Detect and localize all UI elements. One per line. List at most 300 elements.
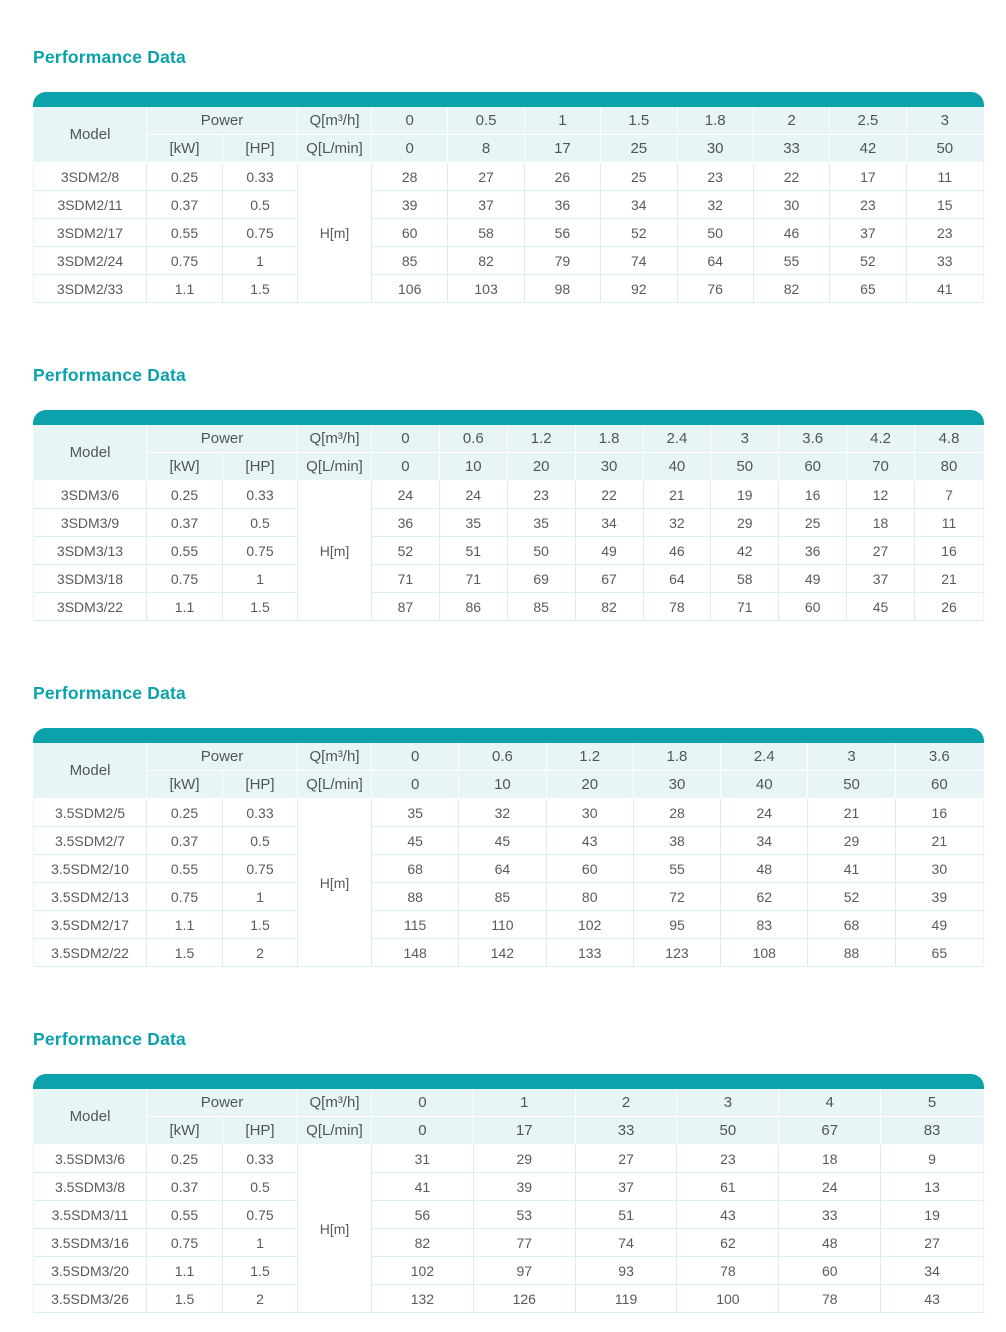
power-hp-cell: 0.5 (223, 509, 298, 537)
flow-lmin-value: 30 (634, 771, 721, 799)
head-value-cell: 53 (474, 1201, 576, 1229)
flow-lmin-value: 30 (576, 453, 644, 481)
flow-lmin-value: 33 (576, 1117, 678, 1145)
flow-lmin-value: 30 (678, 135, 754, 163)
hp-header: [HP] (223, 453, 298, 481)
model-cell: 3SDM2/17 (34, 219, 147, 247)
performance-table-wrap (33, 410, 984, 621)
head-value-cell: 62 (677, 1229, 779, 1257)
flow-m3h-value: 0.6 (440, 425, 508, 453)
model-cell: 3.5SDM2/17 (34, 911, 147, 939)
head-value-cell: 61 (677, 1173, 779, 1201)
table-accent-bar (33, 92, 984, 107)
power-hp-cell: 0.5 (223, 191, 298, 219)
power-hp-cell: 2 (223, 939, 298, 967)
head-value-cell: 16 (896, 799, 983, 827)
head-value-cell: 42 (711, 537, 779, 565)
flow-m3h-value: 1.8 (678, 107, 754, 135)
head-value-cell: 34 (881, 1257, 983, 1285)
flow-m3h-label: Q[m³/h] (298, 1089, 372, 1117)
kw-header: [kW] (147, 1117, 223, 1145)
flow-lmin-value: 33 (754, 135, 830, 163)
head-value-cell: 68 (372, 855, 459, 883)
flow-lmin-value: 83 (881, 1117, 983, 1145)
head-value-cell: 11 (915, 509, 983, 537)
head-value-cell: 49 (896, 911, 983, 939)
head-value-cell: 23 (678, 163, 754, 191)
flow-lmin-value: 67 (779, 1117, 881, 1145)
power-hp-cell: 2 (223, 1285, 298, 1313)
head-value-cell: 35 (508, 509, 576, 537)
flow-lmin-value: 0 (372, 135, 448, 163)
head-unit-cell: H[m] (298, 799, 372, 967)
head-value-cell: 48 (779, 1229, 881, 1257)
table-row (34, 1257, 983, 1285)
header-row-flow-m3h (34, 425, 983, 453)
head-value-cell: 82 (448, 247, 524, 275)
flow-lmin-label: Q[L/min] (298, 453, 372, 481)
head-value-cell: 35 (372, 799, 459, 827)
head-value-cell: 34 (601, 191, 677, 219)
head-value-cell: 78 (779, 1285, 881, 1313)
head-value-cell: 83 (721, 911, 808, 939)
table-row (34, 481, 983, 509)
power-header: Power (147, 425, 298, 453)
head-value-cell: 76 (678, 275, 754, 303)
flow-lmin-value: 50 (808, 771, 895, 799)
head-value-cell: 22 (576, 481, 644, 509)
head-value-cell: 39 (372, 191, 448, 219)
head-value-cell: 86 (440, 593, 508, 621)
head-value-cell: 95 (634, 911, 721, 939)
model-cell: 3.5SDM2/10 (34, 855, 147, 883)
head-value-cell: 69 (508, 565, 576, 593)
section-title: Performance Data (33, 365, 186, 385)
head-value-cell: 15 (907, 191, 983, 219)
flow-m3h-value: 2.4 (644, 425, 712, 453)
head-value-cell: 21 (644, 481, 712, 509)
head-value-cell: 19 (711, 481, 779, 509)
head-value-cell: 58 (711, 565, 779, 593)
performance-table-wrap (33, 728, 984, 967)
head-value-cell: 52 (372, 537, 440, 565)
table-row (34, 509, 983, 537)
header-row-flow-m3h (34, 107, 983, 135)
head-value-cell: 62 (721, 883, 808, 911)
model-cell: 3.5SDM3/26 (34, 1285, 147, 1313)
head-value-cell: 18 (847, 509, 915, 537)
performance-table (33, 1089, 984, 1313)
power-hp-cell: 0.75 (223, 855, 298, 883)
header-row-flow-lmin (34, 771, 983, 799)
table-row (34, 537, 983, 565)
table-row (34, 1285, 983, 1313)
power-hp-cell: 0.33 (223, 1145, 298, 1173)
flow-lmin-value: 40 (644, 453, 712, 481)
head-value-cell: 49 (576, 537, 644, 565)
table-row (34, 1229, 983, 1257)
head-value-cell: 30 (754, 191, 830, 219)
flow-lmin-value: 80 (915, 453, 983, 481)
head-value-cell: 37 (448, 191, 524, 219)
head-value-cell: 11 (907, 163, 983, 191)
model-cell: 3.5SDM3/8 (34, 1173, 147, 1201)
model-cell: 3SDM2/33 (34, 275, 147, 303)
flow-m3h-value: 4 (779, 1089, 881, 1117)
power-kw-cell: 1.5 (147, 939, 223, 967)
head-value-cell: 46 (754, 219, 830, 247)
section-title: Performance Data (33, 683, 186, 703)
head-value-cell: 65 (830, 275, 906, 303)
head-value-cell: 29 (711, 509, 779, 537)
head-value-cell: 32 (678, 191, 754, 219)
head-value-cell: 34 (721, 827, 808, 855)
head-value-cell: 88 (372, 883, 459, 911)
flow-lmin-value: 42 (830, 135, 906, 163)
head-value-cell: 106 (372, 275, 448, 303)
power-hp-cell: 0.75 (223, 219, 298, 247)
head-value-cell: 119 (576, 1285, 678, 1313)
head-value-cell: 34 (576, 509, 644, 537)
power-kw-cell: 0.25 (147, 1145, 223, 1173)
kw-header: [kW] (147, 771, 223, 799)
head-value-cell: 43 (547, 827, 634, 855)
head-value-cell: 60 (779, 1257, 881, 1285)
head-value-cell: 67 (576, 565, 644, 593)
head-value-cell: 108 (721, 939, 808, 967)
head-value-cell: 23 (508, 481, 576, 509)
power-header: Power (147, 743, 298, 771)
power-hp-cell: 0.5 (223, 827, 298, 855)
head-value-cell: 18 (779, 1145, 881, 1173)
head-value-cell: 12 (847, 481, 915, 509)
power-hp-cell: 0.33 (223, 799, 298, 827)
flow-m3h-value: 0 (372, 425, 440, 453)
power-hp-cell: 0.5 (223, 1173, 298, 1201)
header-row-flow-lmin (34, 1117, 983, 1145)
flow-m3h-value: 3 (677, 1089, 779, 1117)
head-value-cell: 7 (915, 481, 983, 509)
head-value-cell: 56 (525, 219, 601, 247)
power-hp-cell: 1.5 (223, 275, 298, 303)
head-value-cell: 52 (601, 219, 677, 247)
head-value-cell: 64 (678, 247, 754, 275)
table-row (34, 855, 983, 883)
head-value-cell: 51 (440, 537, 508, 565)
head-value-cell: 82 (576, 593, 644, 621)
performance-table (33, 425, 984, 621)
power-kw-cell: 1.1 (147, 1257, 223, 1285)
table-accent-bar (33, 728, 984, 743)
power-kw-cell: 0.25 (147, 799, 223, 827)
power-header: Power (147, 107, 298, 135)
model-cell: 3SDM3/6 (34, 481, 147, 509)
head-unit-cell: H[m] (298, 1145, 372, 1313)
head-value-cell: 21 (915, 565, 983, 593)
head-value-cell: 55 (634, 855, 721, 883)
flow-m3h-value: 3 (808, 743, 895, 771)
flow-m3h-value: 1.5 (601, 107, 677, 135)
flow-lmin-value: 10 (440, 453, 508, 481)
flow-m3h-label: Q[m³/h] (298, 743, 372, 771)
model-header: Model (34, 425, 147, 481)
head-value-cell: 46 (644, 537, 712, 565)
head-value-cell: 68 (808, 911, 895, 939)
head-value-cell: 103 (448, 275, 524, 303)
head-value-cell: 133 (547, 939, 634, 967)
head-value-cell: 36 (525, 191, 601, 219)
power-hp-cell: 1.5 (223, 1257, 298, 1285)
head-value-cell: 29 (474, 1145, 576, 1173)
head-value-cell: 31 (372, 1145, 474, 1173)
kw-header: [kW] (147, 135, 223, 163)
performance-table-wrap (33, 1074, 984, 1313)
head-value-cell: 16 (915, 537, 983, 565)
flow-lmin-label: Q[L/min] (298, 135, 372, 163)
head-value-cell: 60 (779, 593, 847, 621)
model-cell: 3SDM2/11 (34, 191, 147, 219)
head-value-cell: 24 (721, 799, 808, 827)
head-value-cell: 37 (576, 1173, 678, 1201)
header-row-flow-m3h (34, 1089, 983, 1117)
head-value-cell: 85 (459, 883, 546, 911)
head-value-cell: 45 (459, 827, 546, 855)
power-kw-cell: 0.37 (147, 509, 223, 537)
flow-lmin-label: Q[L/min] (298, 1117, 372, 1145)
head-value-cell: 19 (881, 1201, 983, 1229)
flow-lmin-value: 17 (525, 135, 601, 163)
flow-m3h-value: 1.2 (508, 425, 576, 453)
flow-m3h-value: 2.4 (721, 743, 808, 771)
model-header: Model (34, 743, 147, 799)
power-kw-cell: 1.1 (147, 593, 223, 621)
head-value-cell: 39 (896, 883, 983, 911)
kw-header: [kW] (147, 453, 223, 481)
flow-m3h-label: Q[m³/h] (298, 107, 372, 135)
table-row (34, 191, 983, 219)
head-value-cell: 78 (677, 1257, 779, 1285)
head-value-cell: 97 (474, 1257, 576, 1285)
flow-lmin-value: 10 (459, 771, 546, 799)
model-cell: 3.5SDM3/16 (34, 1229, 147, 1257)
table-row (34, 827, 983, 855)
model-cell: 3.5SDM3/6 (34, 1145, 147, 1173)
head-value-cell: 24 (372, 481, 440, 509)
head-value-cell: 24 (440, 481, 508, 509)
head-value-cell: 39 (474, 1173, 576, 1201)
head-value-cell: 148 (372, 939, 459, 967)
head-value-cell: 98 (525, 275, 601, 303)
head-value-cell: 126 (474, 1285, 576, 1313)
power-hp-cell: 1.5 (223, 911, 298, 939)
head-value-cell: 49 (779, 565, 847, 593)
head-value-cell: 41 (907, 275, 983, 303)
flow-m3h-value: 0 (372, 107, 448, 135)
power-hp-cell: 1 (223, 1229, 298, 1257)
head-value-cell: 74 (601, 247, 677, 275)
head-value-cell: 74 (576, 1229, 678, 1257)
power-kw-cell: 0.55 (147, 537, 223, 565)
model-cell: 3.5SDM2/7 (34, 827, 147, 855)
performance-table (33, 743, 984, 967)
head-value-cell: 50 (508, 537, 576, 565)
head-value-cell: 56 (372, 1201, 474, 1229)
head-value-cell: 79 (525, 247, 601, 275)
head-value-cell: 45 (847, 593, 915, 621)
head-value-cell: 65 (896, 939, 983, 967)
power-header: Power (147, 1089, 298, 1117)
head-value-cell: 27 (847, 537, 915, 565)
flow-lmin-value: 60 (779, 453, 847, 481)
head-value-cell: 35 (440, 509, 508, 537)
head-value-cell: 85 (508, 593, 576, 621)
head-value-cell: 110 (459, 911, 546, 939)
flow-m3h-value: 2.5 (830, 107, 906, 135)
flow-lmin-value: 40 (721, 771, 808, 799)
power-kw-cell: 0.37 (147, 827, 223, 855)
model-cell: 3SDM2/8 (34, 163, 147, 191)
section-title: Performance Data (33, 1029, 186, 1049)
power-hp-cell: 0.33 (223, 481, 298, 509)
header-row-flow-lmin (34, 453, 983, 481)
power-hp-cell: 0.75 (223, 1201, 298, 1229)
flow-lmin-value: 17 (474, 1117, 576, 1145)
head-value-cell: 23 (830, 191, 906, 219)
head-value-cell: 87 (372, 593, 440, 621)
head-value-cell: 26 (525, 163, 601, 191)
flow-m3h-value: 3.6 (896, 743, 983, 771)
head-value-cell: 50 (678, 219, 754, 247)
power-kw-cell: 1.5 (147, 1285, 223, 1313)
power-kw-cell: 0.75 (147, 883, 223, 911)
flow-m3h-value: 2 (576, 1089, 678, 1117)
flow-m3h-label: Q[m³/h] (298, 425, 372, 453)
head-value-cell: 52 (830, 247, 906, 275)
table-row (34, 911, 983, 939)
table-row (34, 939, 983, 967)
flow-m3h-value: 0.6 (459, 743, 546, 771)
flow-lmin-value: 0 (372, 453, 440, 481)
flow-m3h-value: 1.2 (547, 743, 634, 771)
head-value-cell: 80 (547, 883, 634, 911)
head-value-cell: 16 (779, 481, 847, 509)
performance-section-4 (33, 1029, 984, 1313)
performance-section-2 (33, 365, 984, 621)
table-row (34, 799, 983, 827)
flow-m3h-value: 2 (754, 107, 830, 135)
head-value-cell: 58 (448, 219, 524, 247)
flow-lmin-value: 20 (508, 453, 576, 481)
model-cell: 3.5SDM3/20 (34, 1257, 147, 1285)
flow-m3h-value: 3 (711, 425, 779, 453)
head-value-cell: 37 (847, 565, 915, 593)
table-accent-bar (33, 410, 984, 425)
model-cell: 3.5SDM3/11 (34, 1201, 147, 1229)
head-value-cell: 64 (459, 855, 546, 883)
table-row (34, 219, 983, 247)
head-value-cell: 102 (547, 911, 634, 939)
head-value-cell: 21 (808, 799, 895, 827)
head-value-cell: 21 (896, 827, 983, 855)
model-cell: 3SDM3/18 (34, 565, 147, 593)
head-value-cell: 60 (547, 855, 634, 883)
head-value-cell: 28 (634, 799, 721, 827)
head-value-cell: 64 (644, 565, 712, 593)
flow-lmin-value: 0 (372, 1117, 474, 1145)
table-row (34, 593, 983, 621)
head-value-cell: 36 (372, 509, 440, 537)
model-cell: 3SDM3/13 (34, 537, 147, 565)
power-kw-cell: 0.25 (147, 481, 223, 509)
flow-lmin-value: 70 (847, 453, 915, 481)
model-header: Model (34, 1089, 147, 1145)
model-cell: 3SDM2/24 (34, 247, 147, 275)
header-row-flow-lmin (34, 135, 983, 163)
head-value-cell: 32 (459, 799, 546, 827)
head-value-cell: 71 (711, 593, 779, 621)
performance-section-3 (33, 683, 984, 967)
head-value-cell: 27 (881, 1229, 983, 1257)
flow-lmin-value: 50 (677, 1117, 779, 1145)
flow-m3h-value: 0 (372, 743, 459, 771)
table-row (34, 1201, 983, 1229)
power-hp-cell: 0.75 (223, 537, 298, 565)
table-row (34, 1145, 983, 1173)
head-value-cell: 33 (779, 1201, 881, 1229)
head-value-cell: 27 (576, 1145, 678, 1173)
flow-m3h-value: 0 (372, 1089, 474, 1117)
head-unit-cell: H[m] (298, 481, 372, 621)
table-row (34, 163, 983, 191)
head-value-cell: 38 (634, 827, 721, 855)
head-value-cell: 52 (808, 883, 895, 911)
table-row (34, 883, 983, 911)
head-value-cell: 82 (372, 1229, 474, 1257)
table-row (34, 275, 983, 303)
head-value-cell: 123 (634, 939, 721, 967)
head-value-cell: 43 (677, 1201, 779, 1229)
flow-m3h-value: 4.2 (847, 425, 915, 453)
flow-m3h-value: 4.8 (915, 425, 983, 453)
flow-lmin-value: 20 (547, 771, 634, 799)
head-value-cell: 41 (808, 855, 895, 883)
power-kw-cell: 0.25 (147, 163, 223, 191)
head-value-cell: 30 (896, 855, 983, 883)
hp-header: [HP] (223, 135, 298, 163)
flow-lmin-value: 60 (896, 771, 983, 799)
head-value-cell: 29 (808, 827, 895, 855)
table-row (34, 1173, 983, 1201)
section-title: Performance Data (33, 47, 186, 67)
head-value-cell: 9 (881, 1145, 983, 1173)
head-value-cell: 22 (754, 163, 830, 191)
head-value-cell: 30 (547, 799, 634, 827)
head-value-cell: 43 (881, 1285, 983, 1313)
power-kw-cell: 0.37 (147, 1173, 223, 1201)
power-kw-cell: 0.55 (147, 855, 223, 883)
head-value-cell: 93 (576, 1257, 678, 1285)
flow-lmin-value: 50 (711, 453, 779, 481)
head-value-cell: 102 (372, 1257, 474, 1285)
model-cell: 3SDM3/9 (34, 509, 147, 537)
head-value-cell: 25 (601, 163, 677, 191)
head-value-cell: 28 (372, 163, 448, 191)
head-value-cell: 60 (372, 219, 448, 247)
head-value-cell: 32 (644, 509, 712, 537)
flow-m3h-value: 5 (881, 1089, 983, 1117)
flow-m3h-value: 1.8 (634, 743, 721, 771)
head-value-cell: 82 (754, 275, 830, 303)
